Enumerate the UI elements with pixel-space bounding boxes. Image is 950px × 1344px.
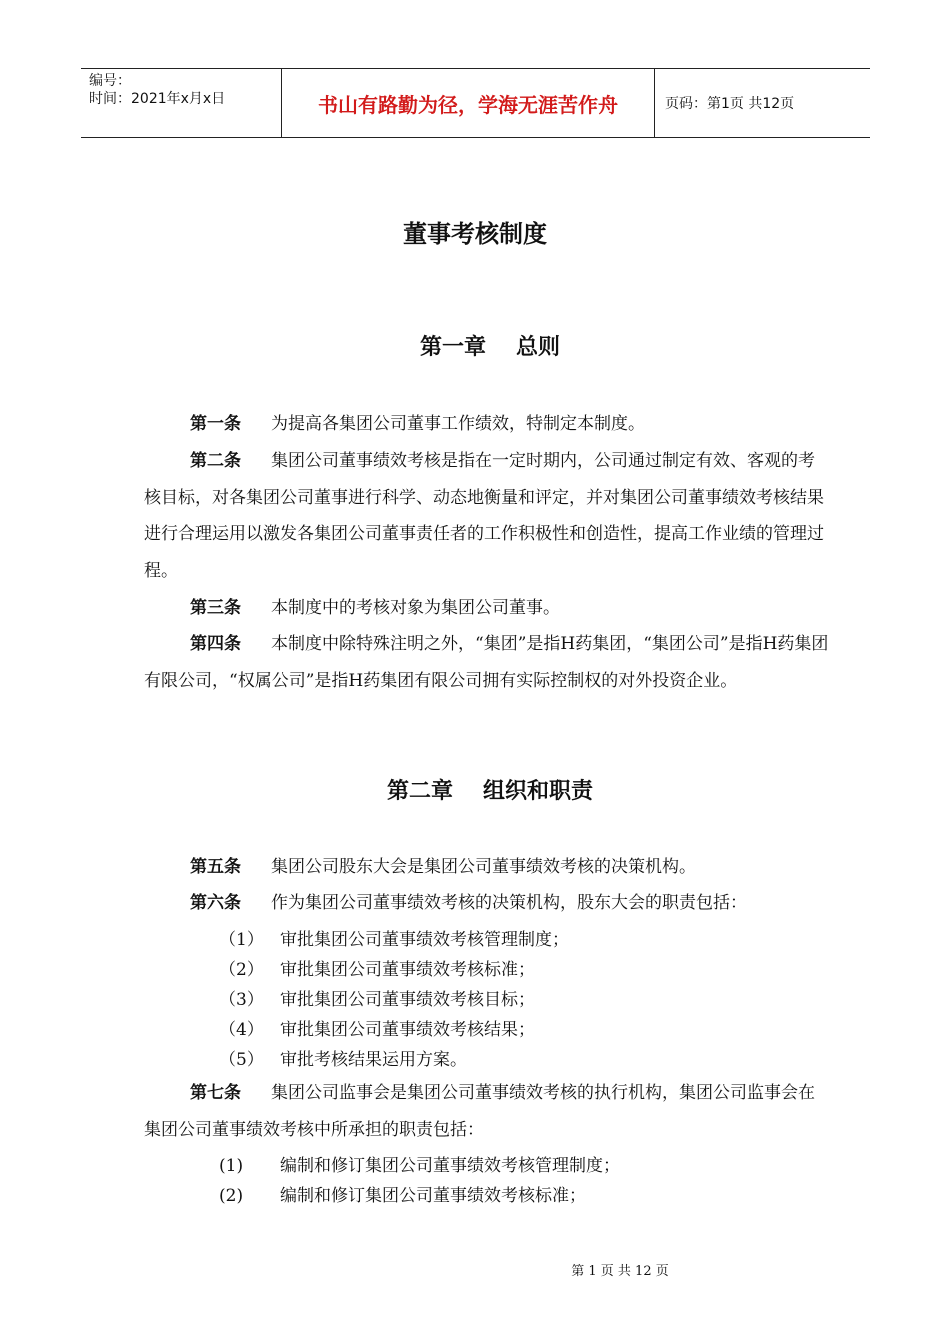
header-meta-cell [81,69,282,137]
article-1 [144,406,830,443]
list-item-text: 审批集团公司董事绩效考核管理制度； [280,930,569,950]
article-3-label: 第三条 [190,598,241,618]
list-item-number: (2) [219,1186,244,1206]
article-5 [144,849,830,886]
list-item [219,955,535,985]
list-item [219,1181,586,1211]
article-7-text: 集团公司监事会是集团公司董事绩效考核的执行机构，集团公司监事会在集团公司董事绩效考核中所承担的职责包括： [144,1083,815,1140]
list-item-text: 审批集团公司董事绩效考核结果； [280,1020,535,1040]
article-2 [144,443,830,589]
article-1-text: 为提高各集团公司董事工作绩效，特制定本制度。 [271,414,645,434]
list-item [219,985,535,1015]
list-item-number: （1） [219,930,264,950]
list-item-text: 审批考核结果运用方案。 [280,1050,467,1070]
chapter-2-name: 组织和职责 [483,779,594,804]
article-1-label: 第一条 [190,414,241,434]
article-3 [144,590,830,627]
page-header [81,68,870,138]
list-item-number: （2） [219,960,264,980]
list-item [219,925,569,955]
article-5-text: 集团公司股东大会是集团公司董事绩效考核的决策机构。 [271,857,696,877]
list-item-text: 审批集团公司董事绩效考核目标； [280,990,535,1010]
article-4-label: 第四条 [190,634,241,654]
id-label: 编号： [89,73,131,89]
article-4 [144,626,830,699]
article-4-text: 本制度中除特殊注明之外，“集团”是指H药集团，“集团公司”是指H药集团有限公司，“权属公司”是指H药集团有限公司拥有实际控制权的对外投资企业。 [144,634,829,691]
article-5-label: 第五条 [190,857,241,877]
list-item [219,1045,467,1075]
date-label: 时间：2021年x月x日 [89,91,226,107]
list-item-text: 编制和修订集团公司董事绩效考核标准； [280,1186,586,1206]
list-item-number: （4） [219,1020,264,1040]
page-info: 页码：第1页 共12页 [665,96,795,112]
document-title: 董事考核制度 [403,220,547,248]
article-7 [144,1075,830,1148]
article-2-text: 集团公司董事绩效考核是指在一定时期内，公司通过制定有效、客观的考核目标，对各集团公司董事进行科学、动态地衡量和评定，并对集团公司董事绩效考核结果进行合理运用以激发各集团公司董事责任者的工作积极性和创造性，提高工作业绩的管理过程。 [144,451,824,581]
list-item [219,1015,535,1045]
chapter-1-name: 总则 [516,335,561,360]
list-item [219,1151,620,1181]
list-item-number: （5） [219,1050,264,1070]
list-item-number: (1) [219,1156,244,1176]
page-footer: 第 1 页 共 12 页 [571,1264,669,1279]
article-2-label: 第二条 [190,451,241,471]
chapter-1-number: 第一章 [419,335,486,360]
chapter-2-heading [0,774,950,805]
list-item-text: 编制和修订集团公司董事绩效考核管理制度； [280,1156,620,1176]
motto: 书山有路勤为径，学海无涯苦作舟 [282,69,655,137]
chapter-2-number: 第二章 [386,779,453,804]
chapter-1-heading [0,330,950,361]
list-item-text: 审批集团公司董事绩效考核标准； [280,960,535,980]
article-3-text: 本制度中的考核对象为集团公司董事。 [271,598,560,618]
article-6-text: 作为集团公司董事绩效考核的决策机构，股东大会的职责包括： [271,893,747,913]
article-6-label: 第六条 [190,893,241,913]
article-7-label: 第七条 [190,1083,241,1103]
article-6 [144,885,830,922]
list-item-number: （3） [219,990,264,1010]
